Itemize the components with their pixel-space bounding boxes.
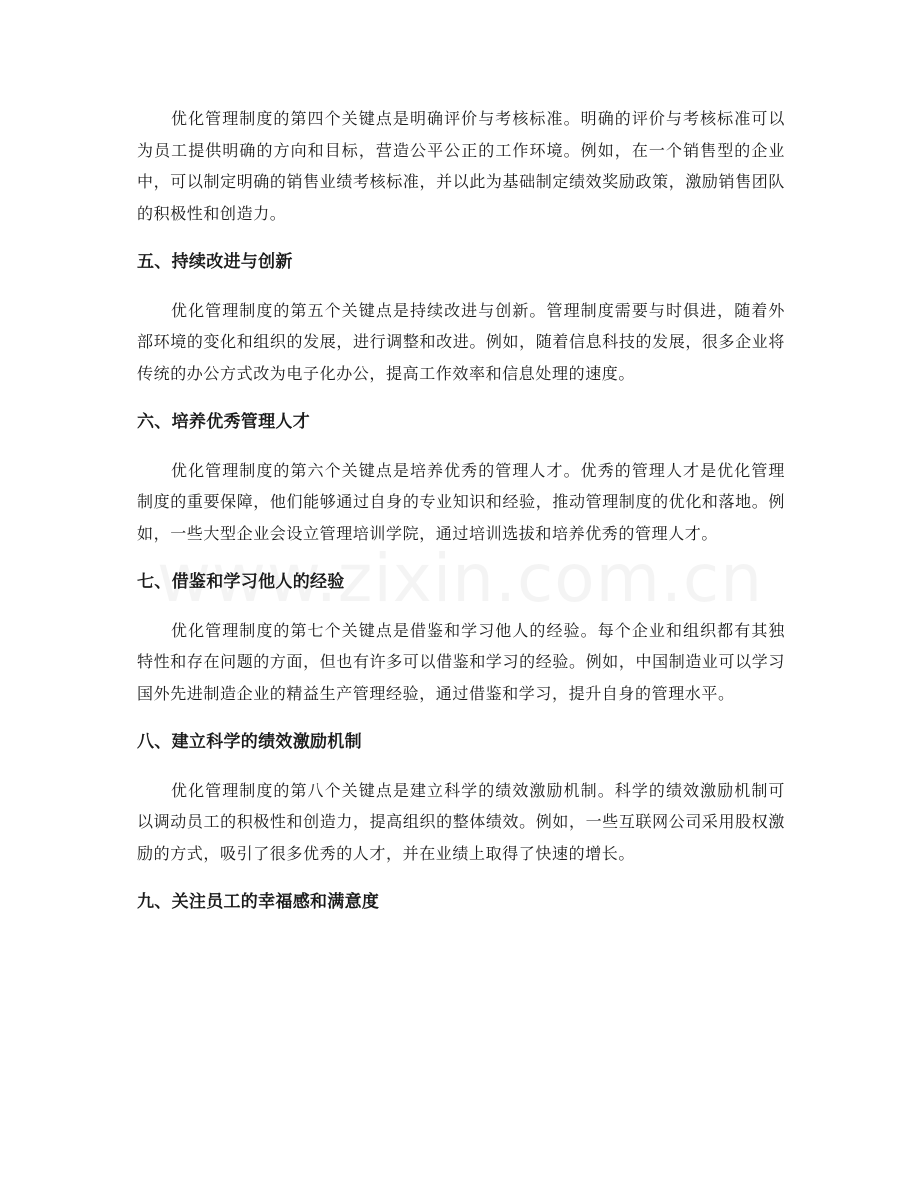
paragraph-section-5: 优化管理制度的第五个关键点是持续改进与创新。管理制度需要与时俱进，随着外部环境的变化和组织的发展，进行调整和改进。例如，随着信息科技的发展，很多企业将传统的办公方式改为电子化办公，提高工作效率和信息处理的速度。 <box>137 300 785 383</box>
heading-section-8: 八、建立科学的绩效激励机制 <box>137 732 362 752</box>
heading-section-7: 七、借鉴和学习他人的经验 <box>137 572 345 592</box>
paragraph-section-4: 优化管理制度的第四个关键点是明确评价与考核标准。明确的评价与考核标准可以为员工提供明确的方向和目标，营造公平公正的工作环境。例如，在一个销售型的企业中，可以制定明确的销售业绩考核标准，并以此为基础制定绩效奖励政策，激励销售团队的积极性和创造力。 <box>137 109 785 223</box>
heading-section-6: 六、培养优秀管理人才 <box>137 412 310 432</box>
paragraph-section-6: 优化管理制度的第六个关键点是培养优秀的管理人才。优秀的管理人才是优化管理制度的重要保障，他们能够通过自身的专业知识和经验，推动管理制度的优化和落地。例如，一些大型企业会设立管理培训学院，通过培训选拔和培养优秀的管理人才。 <box>137 460 785 543</box>
document-body <box>137 103 785 919</box>
paragraph-section-8: 优化管理制度的第八个关键点是建立科学的绩效激励机制。科学的绩效激励机制可以调动员工的积极性和创造力，提高组织的整体绩效。例如，一些互联网公司采用股权激励的方式，吸引了很多优秀的人才，并在业绩上取得了快速的增长。 <box>137 780 785 863</box>
heading-section-9: 九、关注员工的幸福感和满意度 <box>137 892 380 912</box>
heading-section-5: 五、持续改进与创新 <box>137 252 293 272</box>
paragraph-section-7: 优化管理制度的第七个关键点是借鉴和学习他人的经验。每个企业和组织都有其独特性和存在问题的方面，但也有许多可以借鉴和学习的经验。例如，中国制造业可以学习国外先进制造企业的精益生产管理经验，通过借鉴和学习，提升自身的管理水平。 <box>137 620 785 703</box>
